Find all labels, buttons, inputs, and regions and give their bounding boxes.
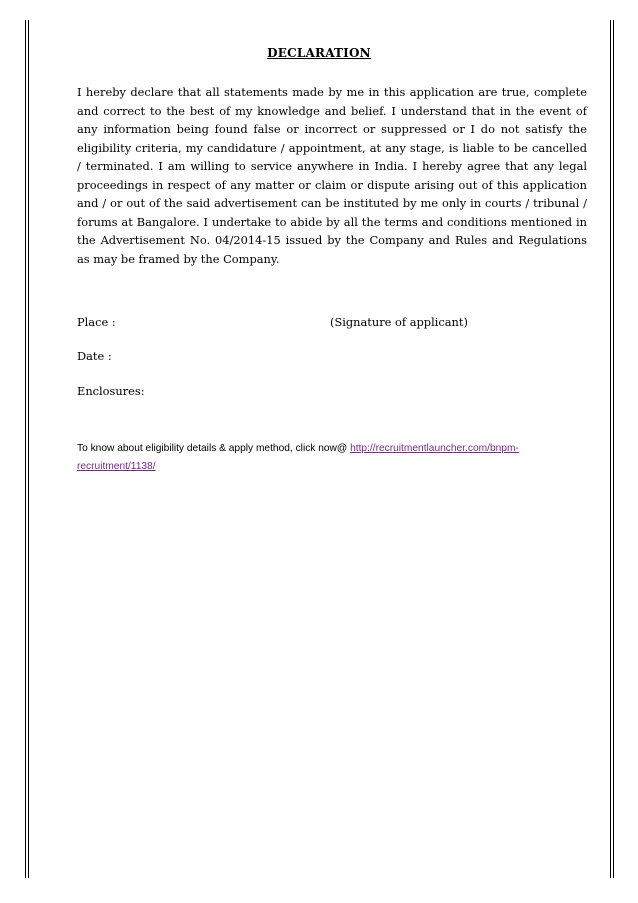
recruitment-link[interactable]: http://recruitmentlauncher.com/bnpm-recruitment/1138/ <box>77 443 519 472</box>
declaration-body: I hereby declare that all statements made by me in this application are true, complete and correct to the best of my knowledge and belief. I understand that in the event of any information being found false or incorrect or suppressed or I do not satisfy the eligibility criteria, my candidature / appointment, at any stage, is liable to be cancelled / terminated. I am willing to service anywhere in India. I hereby agree that any legal proceedings in respect of any matter or claim or dispute arising out of this application and / or out of the said advertisement can be instituted by me only in courts / tribunal / forums at Bangalore. I undertake to abide by all the terms and conditions mentioned in the Advertisement No. 04/2014-15 issued by the Company and Rules and Regulations as may be framed by the Company. <box>77 85 587 266</box>
declaration-title: DECLARATION <box>267 46 371 60</box>
border-line-left-outer <box>25 20 26 878</box>
border-line-right-inner <box>610 20 611 878</box>
footer-note <box>77 440 587 476</box>
border-line-left-inner <box>28 20 29 878</box>
signature-label: (Signature of applicant) <box>330 315 468 329</box>
date-label: Date : <box>77 349 112 363</box>
place-label: Place : <box>77 315 116 329</box>
footer-text: To know about eligibility details & apply method, click now@ <box>77 443 351 454</box>
border-line-right-outer <box>613 20 614 878</box>
enclosures-label: Enclosures: <box>77 384 145 398</box>
